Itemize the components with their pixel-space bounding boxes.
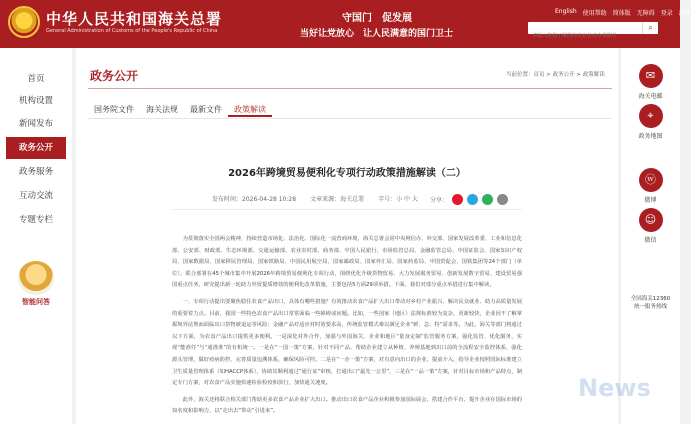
qzone-share-icon[interactable] <box>467 194 478 205</box>
section-divider <box>88 88 612 89</box>
link-english[interactable]: English <box>555 8 577 15</box>
mail-icon: ✉ <box>639 64 663 88</box>
tab-latest-docs[interactable]: 最新文件 <box>190 105 222 114</box>
rail-label: 微信 <box>644 237 657 244</box>
nav-item-topics[interactable]: 专题专栏 <box>18 215 53 225</box>
share-bar <box>430 194 508 205</box>
nav-item-news[interactable]: 新闻发布 <box>18 119 53 129</box>
site-header <box>0 0 691 48</box>
search-input[interactable] <box>528 30 640 42</box>
meta-divider <box>172 209 522 210</box>
hotline-line-2: 统一服务热线 <box>633 304 667 310</box>
assistant-mascot-icon[interactable] <box>18 261 54 295</box>
wechat-share-icon[interactable] <box>482 194 493 205</box>
rail-item-weibo[interactable] <box>621 168 680 204</box>
slogan-line-2: 当好让党放心 让人民满意的国门卫士 <box>300 29 454 39</box>
link-accessibility[interactable]: 无障碍 <box>636 10 655 17</box>
link-login[interactable]: 登录 <box>660 10 673 17</box>
top-links <box>555 8 691 17</box>
rail-label: 海关电邮 <box>638 93 663 100</box>
national-emblem-icon <box>8 6 40 38</box>
article-source: 文章来源：海关总署 <box>310 196 365 203</box>
nav-item-services[interactable]: 政务服务 <box>18 167 53 177</box>
slogan-line-1: 守国门 促发展 <box>342 13 412 24</box>
rail-label: 微博 <box>644 197 657 204</box>
search-box <box>528 22 658 34</box>
link-register[interactable]: 注册 <box>678 10 691 17</box>
hotline-line-1: 全国海关12360 <box>630 296 671 302</box>
nav-item-organization[interactable]: 机构设置 <box>18 96 53 106</box>
rail-item-wechat[interactable] <box>621 208 680 244</box>
tab-customs-regulations[interactable]: 海关法规 <box>146 105 178 114</box>
left-nav <box>0 48 72 424</box>
assistant-label[interactable]: 智能问答 <box>22 298 50 306</box>
nav-item-government-affairs[interactable]: 政务公开 <box>6 137 66 159</box>
article-meta <box>212 194 418 203</box>
section-title: 政务公开 <box>90 69 139 83</box>
article-paragraph: 此外，海关还将联合相关部门帮助更多农食产品企业扩大出口。推动出口农食产品企业积极参加国际展会，搭建合作平台，提升企业在国际市场的知名度和影响力，以“走出去”带动“引进来”。 <box>172 396 522 415</box>
rail-item-map[interactable] <box>621 104 680 140</box>
org-name: 中华人民共和国海关总署 <box>46 10 223 28</box>
tab-policy-interpretation[interactable]: 政策解读 <box>228 103 272 117</box>
tab-divider <box>88 118 612 119</box>
weibo-share-icon[interactable] <box>452 194 463 205</box>
link-simplified[interactable]: 简体版 <box>612 10 631 17</box>
nav-item-interaction[interactable]: 互动交流 <box>18 191 53 201</box>
share-label: 分享： <box>430 197 449 204</box>
breadcrumb: 当前位置：首页 > 政务公开 > 政策解读 <box>506 72 605 78</box>
article-paragraph: 为贯彻落实全国两会精神，持续营造市场化、法治化、国际化一流营商环境，海关总署会同中央网信办、外交部、国家发展改革委、工业和信息化部、公安部、财政部、生态环境部、交通运输部、农业农村部、商务部、中国人民银行、市场监管总局、金融监管总局、中国证监会、国家知识产权局、国家数据局、国家移民管理局、国家铁路局、中国民用航空局、国家邮政局、国家外汇局、国家药监局、中国贸促会、国铁集团等24个部门（单位），联合部署在45个城市集中开展2026年跨境贸易便利化专项行动，围绕优化升级货物贸易、大力发展服务贸易、创新发展数字贸易、建设贸易强国重点任务，研究提出新一轮助力外贸提质增效的便利化改革措施，主要包括5方面29项举措。下面，我们对部分重点举措进行集中解读。 <box>172 236 522 289</box>
tab-state-council-docs[interactable]: 国务院文件 <box>94 105 134 114</box>
search-icon[interactable]: ⌕ <box>642 22 658 34</box>
weibo-icon: ⓦ <box>639 168 663 192</box>
map-icon: ⌖ <box>639 104 663 128</box>
article-body <box>172 234 522 423</box>
more-share-icon[interactable] <box>497 194 508 205</box>
link-help[interactable]: 使用帮助 <box>582 10 607 17</box>
news-watermark: News <box>578 374 651 402</box>
org-name-en: General Administration of Customs of the People's Republic of China <box>46 28 218 34</box>
article-paragraph: 一、专项行动提出要聚焦稳住农食产品出口，具体有哪些措施？有效推动农食产品扩大出口带动对乡村产业振兴、解决民众就业、助力高质量发展的重要着力点。目前，我国一些特色农食产品出口常常面临一些障碍或问题。比如，一些国家（地区）法规标准较为复杂、更新较快，企业因不了解掌握境外法规而面临出口货物被退运等风险；金融产品对适应对时效要求高，传统监管模式难以满足企业“鲜、急、特”需求等。为此，海关等部门将通过以下方面，为农食产品出口提供更多便利。一是深化对外合作，加强与外国海关、企业和地区“量身定制”监管服务方案，强化监管、优化服务，实现“能准任”与“通准准”的有机统一。一是在“一国一策”方案，针对不同产品，帮助企业建立从种植、养殖基地到出口前的全流程安全监控体系，强化源头管理，做好疫病防控，完善质量追溯体系，确保风险可控。二是在“一企一策”方案，对有意向出口的企业，提前介入，指导企业按照国际标准建立卫生质量管理体系（如HACCP体系），协助其顺利通过“通行证”审核，打通出口“最先一公里”，三是在“一品一策”方案，针对目标市场和产品特点，制定专门方案，对农食产品实施快速检验检疫和放行，加快通关速度。 <box>172 298 522 387</box>
main-content <box>76 48 618 424</box>
tab-bar <box>88 103 272 117</box>
rail-label: 政务地图 <box>638 133 663 140</box>
right-rail <box>621 48 680 424</box>
rail-item-mail[interactable] <box>621 64 680 100</box>
nav-item-home[interactable]: 首页 <box>27 74 45 84</box>
wechat-icon: ☺ <box>639 208 663 232</box>
font-size-control[interactable]: 字号：小 中 大 <box>378 196 418 203</box>
article-title: 2026年跨境贸易便利化专项行动政策措施解读（二） <box>228 168 466 179</box>
hotline[interactable] <box>621 295 680 311</box>
publish-time: 发布时间：2026-04-28 10:28 <box>212 196 297 203</box>
